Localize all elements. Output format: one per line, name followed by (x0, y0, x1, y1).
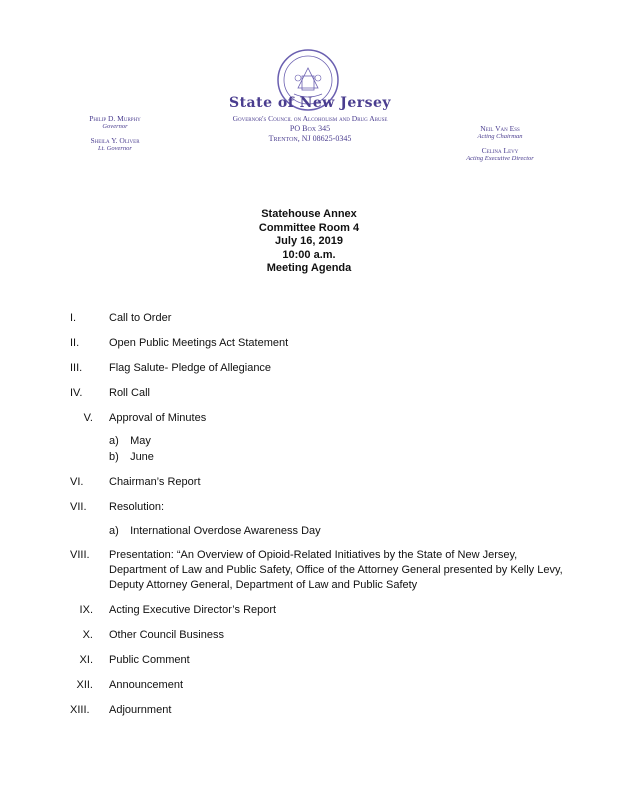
subitem (109, 524, 321, 539)
agenda-text: Acting Executive Director’s Report (109, 604, 277, 616)
subitem (109, 434, 151, 449)
right-officials (450, 124, 550, 162)
agenda-number: IX. (79, 604, 93, 616)
meeting-location: Statehouse Annex (261, 208, 357, 220)
official-name: Philip D. Murphy (89, 114, 141, 123)
agenda-number: IV. (70, 387, 83, 399)
meeting-heading (200, 208, 418, 276)
official-role: Acting Chairman (477, 133, 523, 140)
subitem-label: a) (109, 435, 119, 447)
subitem-label: a) (109, 525, 119, 537)
meeting-title: Meeting Agenda (266, 262, 352, 274)
letterhead-state-name: State of New Jersey (228, 95, 392, 111)
agenda-text: Approval of Minutes (109, 412, 207, 424)
agenda-number: V. (83, 412, 93, 424)
agenda-text: Public Comment (109, 654, 190, 666)
letterhead-po-box: PO Box 345 (289, 124, 331, 133)
left-officials (70, 114, 160, 152)
agenda-text: Other Council Business (109, 629, 224, 641)
agenda-text: Adjournment (109, 704, 172, 716)
meeting-date: July 16, 2019 (275, 235, 343, 247)
agenda-text: Presentation: “An Overview of Opioid-Related Initiatives by the State of New Jersey, Department of Law and Public Safety, Office of the Attorney General presented by Kelly Levy, Deputy Attorney General, Department of Law and Public Safety (109, 549, 563, 591)
agenda-text: Announcement (109, 679, 183, 691)
official-role: Acting Executive Director (466, 155, 534, 162)
agenda-number: I. (70, 312, 77, 324)
official-name: Celina Levy (481, 146, 519, 155)
official-name: Sheila Y. Oliver (90, 136, 140, 145)
subitem-text: May (130, 435, 151, 447)
agenda-text: Flag Salute- Pledge of Allegiance (109, 362, 272, 374)
agenda-number: XI. (79, 654, 93, 666)
subitem-text: International Overdose Awareness Day (130, 525, 321, 537)
agenda-number: XII. (76, 679, 93, 691)
official-role: Lt. Governor (98, 145, 132, 152)
agenda-text: Call to Order (109, 312, 172, 324)
official-role: Governor (102, 123, 128, 130)
official-name: Neil Van Ess (480, 124, 520, 133)
agenda-number: VII. (70, 501, 87, 513)
agenda-text: Roll Call (109, 387, 150, 399)
agenda-number: XIII. (70, 704, 90, 716)
agenda-number: VI. (70, 476, 84, 488)
agenda-number: II. (70, 337, 80, 349)
subitem (109, 450, 154, 465)
agenda-number: X. (82, 629, 93, 641)
agenda-number: VIII. (70, 549, 90, 561)
letterhead-city: Trenton, NJ 08625-0345 (268, 134, 352, 143)
meeting-time: 10:00 a.m. (282, 248, 336, 261)
letterhead-council: Governor's Council on Alcoholism and Drug Abuse (232, 114, 388, 123)
agenda-text: Resolution: (109, 501, 165, 513)
agenda-text: Chairman’s Report (109, 476, 201, 488)
subitem-text: June (130, 451, 154, 463)
subitem-label: b) (109, 451, 119, 463)
agenda-number: III. (70, 362, 83, 374)
meeting-room: Committee Room 4 (258, 221, 360, 234)
agenda-text: Open Public Meetings Act Statement (109, 337, 289, 349)
